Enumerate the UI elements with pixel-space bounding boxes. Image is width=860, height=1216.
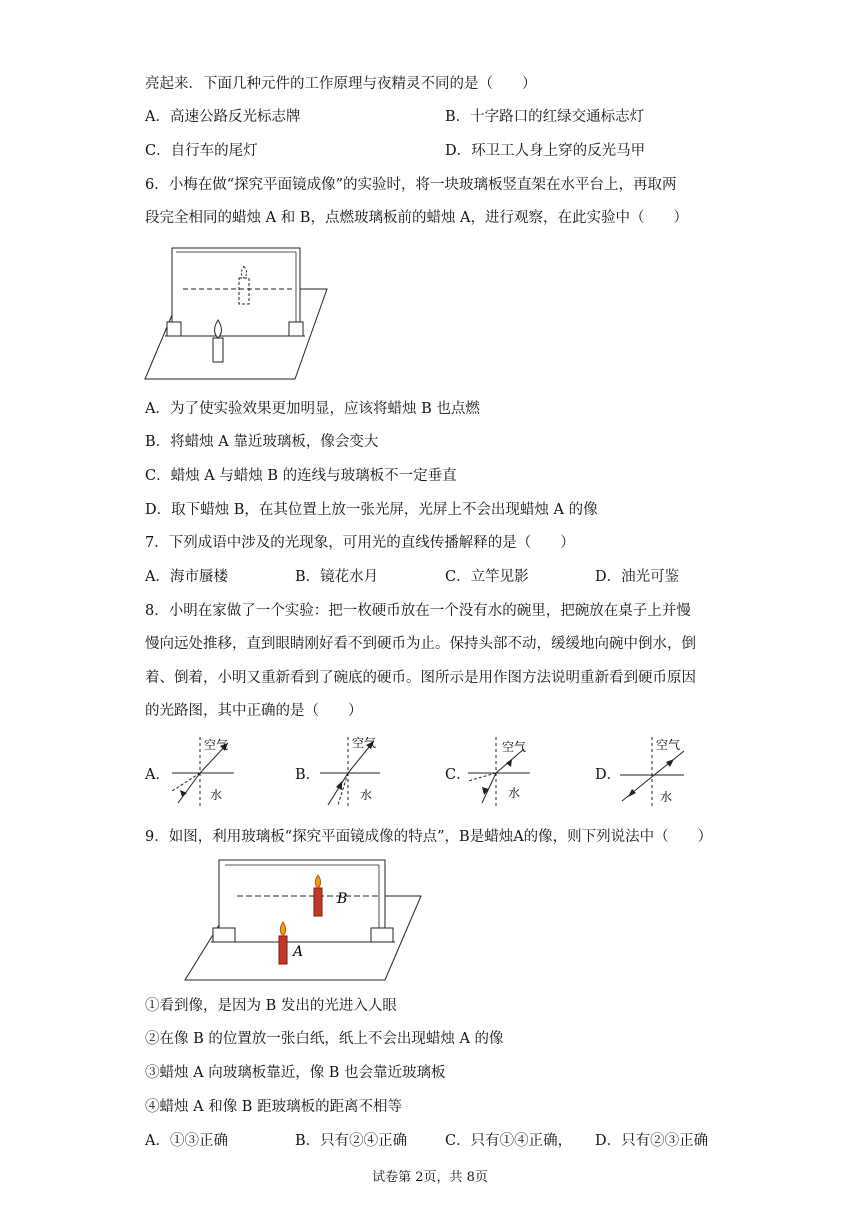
q8-b-water-label: 水 [360, 788, 373, 802]
q8-c-water-label: 水 [508, 786, 521, 800]
q9-statement-3: ③蜡烛 A 向玻璃板靠近，像 B 也会靠近玻璃板 [145, 1065, 446, 1081]
q8-d-water-label: 水 [660, 790, 673, 804]
q7-option-c: C．立竿见影 [445, 569, 529, 585]
q5-stem-tail: 亮起来．下面几种元件的工作原理与夜精灵不同的是（ ） [145, 76, 537, 92]
q6-stem-line1: 6．小梅在做“探究平面镜成像”的实验时，将一块玻璃板竖直架在水平台上，再取两 [145, 177, 677, 193]
q8-stem-line4: 的光路图，其中正确的是（ ） [145, 703, 363, 719]
q8-option-d-letter: D． [595, 767, 622, 783]
q6-stem-line2: 段完全相同的蜡烛 A 和 B，点燃玻璃板前的蜡烛 A，进行观察，在此实验中（ ） [145, 210, 689, 226]
q7-option-d: D．油光可鉴 [595, 569, 680, 585]
q5-option-d: D．环卫工人身上穿的反光马甲 [445, 143, 646, 159]
q6-option-c: C．蜡烛 A 与蜡烛 B 的连线与玻璃板不一定垂直 [145, 468, 457, 484]
q8-option-b-letter: B． [295, 767, 321, 783]
q8-option-c-letter: C． [445, 767, 471, 783]
q9-statement-4: ④蜡烛 A 和像 B 距玻璃板的距离不相等 [145, 1099, 403, 1115]
q9-option-d: D．只有②③正确 [595, 1133, 709, 1149]
q8-a-air-label: 空气 [204, 738, 229, 752]
q9-label-a: A [293, 944, 304, 960]
q6-mirror-experiment-figure [145, 244, 335, 384]
q8-stem-line2: 慢向远处推移，直到眼睛刚好看不到硬币为止。保持头部不动，缓缓地向碗中倒水，倒 [145, 636, 696, 652]
q6-option-d: D．取下蜡烛 B，在其位置上放一张光屏，光屏上不会出现蜡烛 A 的像 [145, 502, 598, 518]
q8-c-air-label: 空气 [502, 740, 527, 754]
q8-d-air-label: 空气 [656, 738, 681, 752]
q5-option-c: C．自行车的尾灯 [145, 143, 258, 159]
q9-option-a: A．①③正确 [145, 1133, 228, 1149]
q8-option-a-letter: A． [145, 767, 170, 783]
q9-statement-1: ①看到像，是因为 B 发出的光进入人眼 [145, 998, 397, 1014]
q6-option-b: B．将蜡烛 A 靠近玻璃板，像会变大 [145, 434, 379, 450]
q8-option-c-light-path [466, 735, 538, 807]
q6-option-a: A．为了使实验效果更加明显，应该将蜡烛 B 也点燃 [145, 401, 480, 417]
q8-stem-line3: 着、倒着，小明又重新看到了碗底的硬币。图所示是用作图方法说明重新看到硬币原因 [145, 670, 696, 686]
q9-mirror-experiment-figure [185, 858, 425, 983]
q8-stem-line1: 8．小明在家做了一个实验：把一枚硬币放在一个没有水的碗里，把碗放在桌子上并慢 [145, 603, 691, 619]
q9-label-b: B [337, 891, 348, 907]
q9-stem: 9．如图，利用玻璃板“探究平面镜成像的特点”，B是蜡烛A的像，则下列说法中（ ） [145, 829, 713, 845]
q8-b-air-label: 空气 [352, 736, 377, 750]
q9-option-c: C．只有①④正确， [445, 1133, 573, 1149]
q8-option-b-light-path [318, 735, 388, 807]
q5-option-a: A．高速公路反光标志牌 [145, 109, 301, 125]
q7-option-a: A．海市蜃楼 [145, 569, 228, 585]
q8-option-a-light-path [170, 735, 240, 807]
q9-option-b: B．只有②④正确 [295, 1133, 408, 1149]
page-footer: 试卷第 2页，共 8页 [372, 1170, 488, 1185]
q8-a-water-label: 水 [210, 788, 223, 802]
q8-option-d-light-path [618, 735, 690, 807]
q5-option-b: B．十字路口的红绿交通标志灯 [445, 109, 645, 125]
q9-statement-2: ②在像 B 的位置放一张白纸，纸上不会出现蜡烛 A 的像 [145, 1031, 504, 1047]
q7-option-b: B．镜花水月 [295, 569, 379, 585]
q7-stem: 7．下列成语中涉及的光现象，可用光的直线传播解释的是（ ） [145, 535, 575, 551]
